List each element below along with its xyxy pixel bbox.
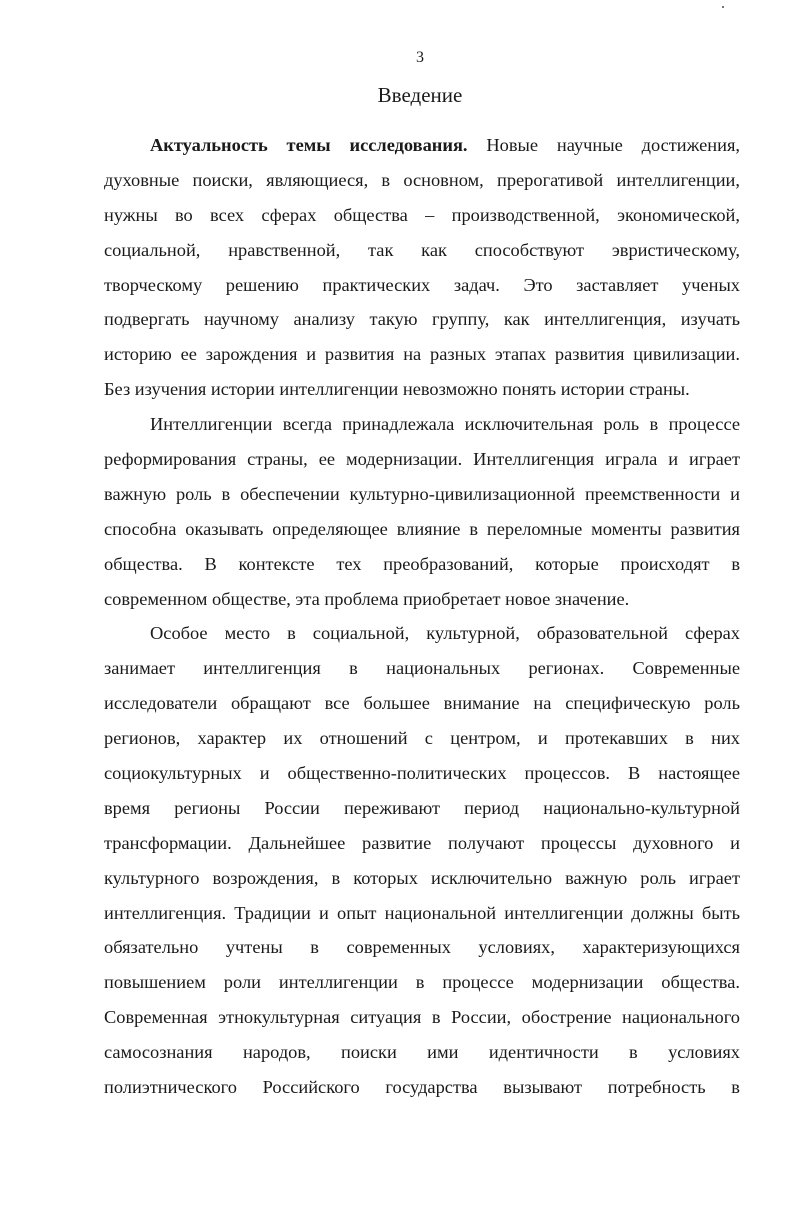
scan-artifact-mark <box>722 6 724 8</box>
paragraph-3-line-2: занимает интеллигенция в национальных регионах. Современные <box>104 658 740 679</box>
paragraph-3-line-6: время регионы России переживают период национально-культурной <box>104 797 740 818</box>
paragraph-3-line-7: трансформации. Дальнейшее развитие получают процессы духовного и <box>104 832 740 853</box>
paragraph-1-line-1 <box>104 128 740 163</box>
paragraph-3-line-3: исследователи обращают все большее внимание на специфическую роль <box>104 693 740 714</box>
paragraph-3-line-11: повышением роли интеллигенции в процессе модернизации общества. <box>104 972 740 993</box>
page-number: 3 <box>416 49 424 66</box>
section-title: Введение <box>377 83 463 107</box>
paragraph-3-line-4: регионов, характер их отношений с центром, и протекавших в них <box>104 728 740 749</box>
paragraph-1-line-5: творческому решению практических задач. Это заставляет ученых <box>104 274 740 295</box>
paragraph-1-line-3: нужны во всех сферах общества – производственной, экономической, <box>104 204 740 225</box>
paragraph-1-line-7: историю ее зарождения и развития на разных этапах развития цивилизации. <box>104 344 740 365</box>
paragraph-1-line-2: духовные поиски, являющиеся, в основном, прерогативой интеллигенции, <box>104 169 740 190</box>
paragraph-3-line-10: обязательно учтены в современных условиях, характеризующихся <box>104 937 740 958</box>
paragraph-3-line-12: Современная этнокультурная ситуация в России, обострение национального <box>104 1007 740 1028</box>
paragraph-1-line-6: подвергать научному анализу такую группу, как интеллигенция, изучать <box>104 309 740 330</box>
paragraph-2-line-2: реформирования страны, ее модернизации. Интеллигенция играла и играет <box>104 449 740 470</box>
paragraph-3-line-8: культурного возрождения, в которых исключительно важную роль играет <box>104 867 740 888</box>
paragraph-2-line-6: современном обществе, эта проблема приобретает новое значение. <box>104 588 630 609</box>
paragraph-3-line-5: социокультурных и общественно-политических процессов. В настоящее <box>104 763 740 784</box>
paragraph-1-line-8: Без изучения истории интеллигенции невозможно понять истории страны. <box>104 379 690 400</box>
paragraph-1-line-4: социальной, нравственной, так как способствуют эвристическому, <box>104 239 740 260</box>
body-text <box>104 128 740 1105</box>
paragraph-3-line-1: Особое место в социальной, культурной, образовательной сферах <box>150 623 740 644</box>
paragraph-3-line-9: интеллигенция. Традиции и опыт национальной интеллигенции должны быть <box>104 902 740 923</box>
paragraph-2-line-4: способна оказывать определяющее влияние в переломные моменты развития <box>104 518 740 539</box>
paragraph-1-line-1-text: Новые научные достижения, <box>486 135 740 155</box>
paragraph-3-line-14: полиэтнического Российского государства вызывают потребность в <box>104 1077 740 1098</box>
paragraph-2-line-5: общества. В контексте тех преобразований, которые происходят в <box>104 553 740 574</box>
paragraph-3-line-13: самосознания народов, поиски ими идентичности в условиях <box>104 1042 740 1063</box>
paragraph-2-line-1: Интеллигенции всегда принадлежала исключительная роль в процессе <box>150 414 740 435</box>
relevance-heading: Актуальность темы исследования. <box>150 135 468 155</box>
paragraph-2-line-3: важную роль в обеспечении культурно-цивилизационной преемственности и <box>104 483 740 504</box>
